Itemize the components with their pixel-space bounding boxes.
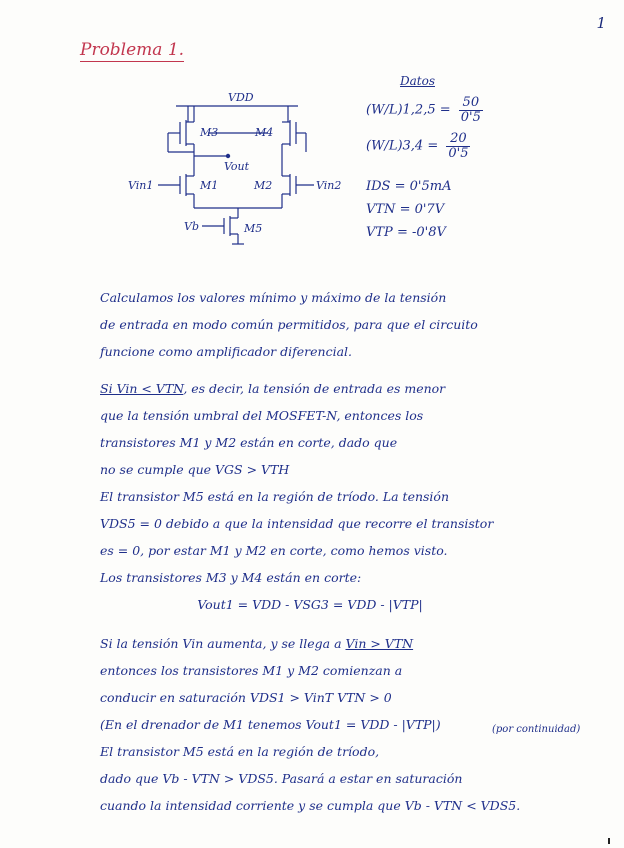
body-line-10: es = 0, por estar M1 y M2 en corte, como hemos visto. (100, 543, 448, 558)
data-block (366, 74, 566, 240)
ratio-a-numerator: 50 (459, 96, 483, 111)
body-line-6: transistores M1 y M2 están en corte, dado que (100, 435, 398, 450)
body-line-11: Los transistores M3 y M4 están en corte: (100, 570, 362, 585)
m4-label: M4 (255, 126, 274, 139)
m3-label: M3 (200, 126, 219, 139)
vin1-label: Vin1 (128, 179, 154, 192)
condition-vin-greater-vtn: Vin > VTN (345, 636, 414, 651)
vb-label: Vb (184, 220, 199, 233)
margin-mark (608, 838, 610, 844)
continuity-note: (por continuidad) (492, 724, 581, 735)
body-line-1: Calculamos los valores mínimo y máximo de la tensión (100, 290, 447, 305)
ratio-b-denominator: 0'5 (448, 145, 469, 161)
body-line-8: El transistor M5 está en la región de tríodo. La tensión (100, 489, 450, 504)
ratio-a-fraction (459, 96, 483, 124)
body-line-7: no se cumple que VGS > VTH (100, 462, 290, 477)
handwritten-body (100, 284, 600, 819)
m1-label: M1 (200, 179, 219, 192)
body-line-18: dado que Vb - VTN > VDS5. Pasará a estar en saturación (100, 771, 463, 786)
vtn-value: VTN = 0'7V (366, 201, 445, 217)
ratio-b-numerator: 20 (446, 132, 470, 147)
body-line-13 (100, 630, 600, 657)
data-header: Datos (400, 74, 435, 88)
body-line-13-start: Si la tensión Vin aumenta, y se llega a (100, 636, 346, 651)
differential-amplifier-schematic (128, 90, 358, 250)
body-line-4-rest: , es decir, la tensión de entrada es menor (183, 381, 446, 396)
vout-label: Vout (224, 160, 250, 173)
vout-node (226, 154, 229, 157)
body-line-16 (100, 711, 600, 738)
m5-label: M5 (244, 222, 263, 235)
condition-vin-less-vtn: Si Vin < VTN (100, 381, 184, 396)
problem-title: Problema 1. (80, 40, 185, 60)
vin2-label: Vin2 (316, 179, 342, 192)
page-number: 1 (596, 14, 606, 32)
body-line-5: que la tensión umbral del MOSFET-N, entonces los (100, 408, 424, 423)
ratio-b-fraction (446, 132, 470, 160)
m2-label: M2 (254, 179, 273, 192)
ratio-b-row (366, 132, 566, 160)
ratio-a-label: (W/L)1,2,5 = (366, 102, 451, 118)
drain-note: (En el drenador de M1 tenemos Vout1 = VDD - |VTP|) (100, 717, 441, 732)
vout1-equation: Vout1 = VDD - VSG3 = VDD - |VTP| (197, 597, 423, 612)
iss-value: IDS = 0'5mA (366, 178, 452, 194)
vdd-label: VDD (228, 91, 254, 104)
body-line-14: entonces los transistores M1 y M2 comienzan a (100, 663, 403, 678)
vtp-value: VTP = -0'8V (366, 224, 446, 240)
body-line-4 (100, 375, 600, 402)
body-line-15: conducir en saturación VDS1 > VinT VTN > 0 (100, 690, 392, 705)
ratio-b-label: (W/L)3,4 = (366, 138, 439, 154)
body-line-17: El transistor M5 está en la región de tríodo, (100, 744, 380, 759)
body-line-9: VDS5 = 0 debido a que la intensidad que recorre el transistor (100, 516, 494, 531)
ratio-a-row (366, 96, 566, 124)
body-line-19: cuando la intensidad corriente y se cumpla que Vb - VTN < VDS5. (100, 798, 521, 813)
ratio-a-denominator: 0'5 (460, 109, 481, 125)
body-line-2: de entrada en modo común permitidos, para que el circuito (100, 317, 478, 332)
body-line-3: funcione como amplificador diferencial. (100, 344, 352, 359)
